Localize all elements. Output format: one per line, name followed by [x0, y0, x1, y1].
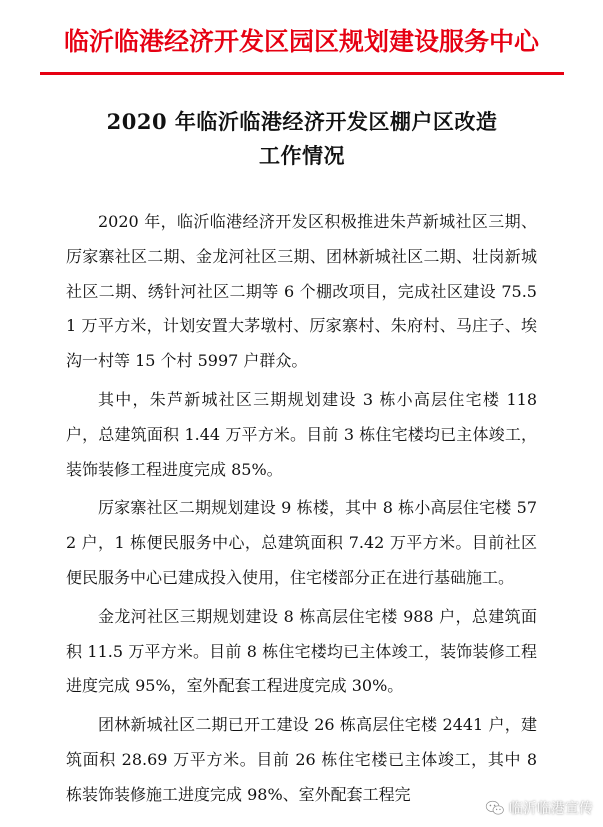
paragraph-1: 2020 年，临沂临港经济开发区积极推进朱芦新城社区三期、厉家寨社区二期、金龙河社区三期、团林新城社区二期、壮岗新城社区二期、绣针河社区二期等 6 个棚改项目，完成社区建设 75.51 万平方米，计划安置大茅墩村、厉家寨村、朱府村、马庄子、埃沟一村等 15 个村 5997 户群众。 [66, 212, 537, 371]
wechat-icon [485, 800, 505, 816]
watermark-text: 临沂临港宣传 [509, 801, 593, 817]
doc-title-line1: 2020 年临沂临港经济开发区棚户区改造 [106, 109, 498, 134]
paragraph-2: 其中，朱芦新城社区三期规划建设 3 栋小高层住宅楼 118 户，总建筑面积 1.44 万平方米。目前 3 栋住宅楼均已主体竣工，装饰装修工程进度完成 85%。 [66, 389, 537, 479]
header-divider [40, 72, 564, 75]
paragraph-3: 厉家寨社区二期规划建设 9 栋楼，其中 8 栋小高层住宅楼 572 户，1 栋便民服务中心，总建筑面积 7.42 万平方米。目前社区便民服务中心已建成投入使用，住宅楼部分正在进行基础施工。 [66, 498, 537, 587]
paragraph-5: 团林新城社区二期已开工建设 26 栋高层住宅楼 2441 户，建筑面积 28.69 万平方米。目前 26 栋住宅楼已主体竣工，其中 8 栋装饰装修施工进度完成 98%、室外配套工程完 [66, 715, 537, 804]
doc-body [66, 205, 537, 817]
watermark [485, 797, 593, 819]
paragraph-4: 金龙河社区三期规划建设 8 栋高层住宅楼 988 户，总建筑面积 11.5 万平方米。目前 8 栋住宅楼均已主体竣工，装饰装修工程进度完成 95%，室外配套工程进度完成 30%。 [66, 606, 537, 696]
org-masthead: 临沂临港经济开发区园区规划建设服务中心 [63, 27, 539, 56]
doc-title-line2: 工作情况 [259, 143, 345, 168]
